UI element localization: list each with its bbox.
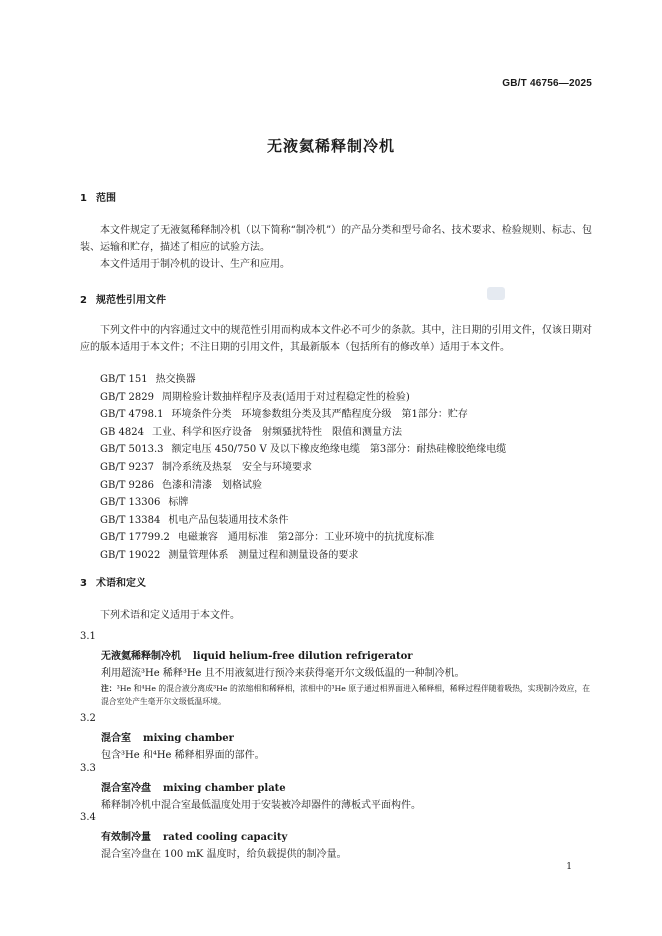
- reference-code: GB/T 13384: [100, 514, 161, 526]
- term-definition: 利用超流³He 稀释³He 且不用液氦进行预冷来获得毫开尔文级低温的一种制冷机。: [101, 668, 465, 679]
- reference-item: [100, 477, 506, 495]
- term-definition: 稀释制冷机中混合室最低温度处用于安装被冷却器件的薄板式平面构件。: [101, 800, 421, 811]
- term-title-en: liquid helium-free dilution refrigerator: [193, 651, 413, 662]
- reference-title: 环境条件分类 环境参数组分类及其严酷程度分级 第1部分：贮存: [171, 409, 468, 421]
- reference-code: GB/T 9286: [100, 479, 155, 491]
- reference-code: GB/T 2829: [100, 391, 155, 403]
- reference-item: [100, 494, 506, 512]
- normative-references-intro: 下列文件中的内容通过文中的规范性引用而构成本文件必不可少的条款。其中，注日期的引用文件，仅该日期对应的版本适用于本文件；不注日期的引用文件，其最新版本（包括所有的修改单）适用于本文件。: [80, 325, 592, 353]
- section-1-heading: [80, 189, 116, 204]
- reference-title: 热交换器: [155, 374, 196, 385]
- watermark-badge-icon: [487, 287, 505, 300]
- term-title-zh: 无液氦稀释制冷机: [101, 651, 181, 662]
- term-note: [101, 682, 593, 708]
- term-title-en: mixing chamber: [143, 733, 234, 744]
- note-text: ³He 和⁴He 的混合液分离成³He 的浓缩相和稀释相，浓相中的³He 原子通过相界面进入稀释相，稀释过程伴随着吸热，实现制冷效应，在混合室处产生毫开尔文级低温环境。: [101, 684, 591, 706]
- standard-code: GB/T 46756—2025: [502, 78, 592, 89]
- reference-title: 机电产品包装通用技术条件: [168, 514, 289, 526]
- reference-item: [100, 389, 506, 407]
- reference-code: GB 4824: [100, 426, 144, 438]
- reference-item: [100, 459, 506, 477]
- reference-title: 标牌: [168, 497, 189, 509]
- term-number: 3.3: [80, 763, 96, 774]
- reference-item: [100, 547, 506, 565]
- scope-paragraph-2: 本文件适用于制冷机的设计、生产和应用。: [100, 259, 290, 270]
- term-number: 3.1: [80, 631, 96, 642]
- reference-code: GB/T 17799.2: [100, 532, 170, 544]
- reference-code: GB/T 5013.3: [100, 444, 164, 456]
- reference-title: 测量管理体系 测量过程和测量设备的要求: [168, 549, 359, 561]
- section-number: 3: [80, 578, 87, 589]
- term-title-en: mixing chamber plate: [163, 783, 286, 794]
- term-title: [101, 779, 286, 794]
- reference-code: GB/T 13306: [100, 497, 161, 509]
- section-number: 2: [80, 295, 87, 306]
- section-title: 规范性引用文件: [96, 295, 166, 306]
- page-number: 1: [566, 862, 572, 872]
- reference-title: 制冷系统及热泵 安全与环境要求: [162, 461, 313, 473]
- section-title: 术语和定义: [96, 578, 146, 589]
- reference-title: 周期检验计数抽样程序及表(适用于对过程稳定性的检验): [162, 391, 410, 403]
- reference-code: GB/T 151: [100, 374, 148, 385]
- reference-item: [100, 424, 506, 442]
- term-number: 3.4: [80, 812, 96, 823]
- note-label: 注：: [101, 684, 117, 693]
- reference-title: 工业、科学和医疗设备 射频骚扰特性 限值和测量方法: [151, 426, 402, 438]
- term-title: [101, 647, 413, 662]
- reference-code: GB/T 19022: [100, 549, 161, 561]
- term-number: 3.2: [80, 713, 96, 724]
- term-title-zh: 混合室: [101, 733, 131, 744]
- scope-paragraph-1: 本文件规定了无液氦稀释制冷机（以下简称“制冷机”）的产品分类和型号命名、技术要求、检验规则、标志、包装、运输和贮存，描述了相应的试验方法。: [80, 225, 592, 253]
- term-title-zh: 有效制冷量: [101, 832, 151, 843]
- reference-list: [100, 371, 506, 565]
- term-definition: 混合室冷盘在 100 mK 温度时，给负载提供的制冷量。: [101, 849, 347, 860]
- terms-intro: 下列术语和定义适用于本文件。: [100, 610, 240, 621]
- term-title: [101, 729, 234, 744]
- section-3-heading: [80, 574, 146, 589]
- reference-item: [100, 529, 506, 547]
- document-title: 无液氦稀释制冷机: [266, 137, 395, 155]
- reference-item: [100, 512, 506, 530]
- reference-item: [100, 371, 506, 389]
- section-title: 范围: [96, 193, 116, 204]
- reference-item: [100, 441, 506, 459]
- term-title-zh: 混合室冷盘: [101, 783, 151, 794]
- term-definition: 包含³He 和⁴He 稀释相界面的部件。: [101, 750, 265, 761]
- term-title-en: rated cooling capacity: [163, 832, 288, 843]
- section-number: 1: [80, 193, 87, 204]
- term-title: [101, 828, 287, 843]
- reference-item: [100, 406, 506, 424]
- reference-code: GB/T 4798.1: [100, 409, 164, 421]
- reference-title: 额定电压 450/750 V 及以下橡皮绝缘电缆 第3部分：耐热硅橡胶绝缘电缆: [171, 444, 507, 456]
- reference-title: 色漆和清漆 划格试验: [162, 479, 263, 491]
- reference-code: GB/T 9237: [100, 461, 155, 473]
- reference-title: 电磁兼容 通用标准 第2部分：工业环境中的抗扰度标准: [177, 532, 435, 544]
- section-2-heading: [80, 291, 166, 306]
